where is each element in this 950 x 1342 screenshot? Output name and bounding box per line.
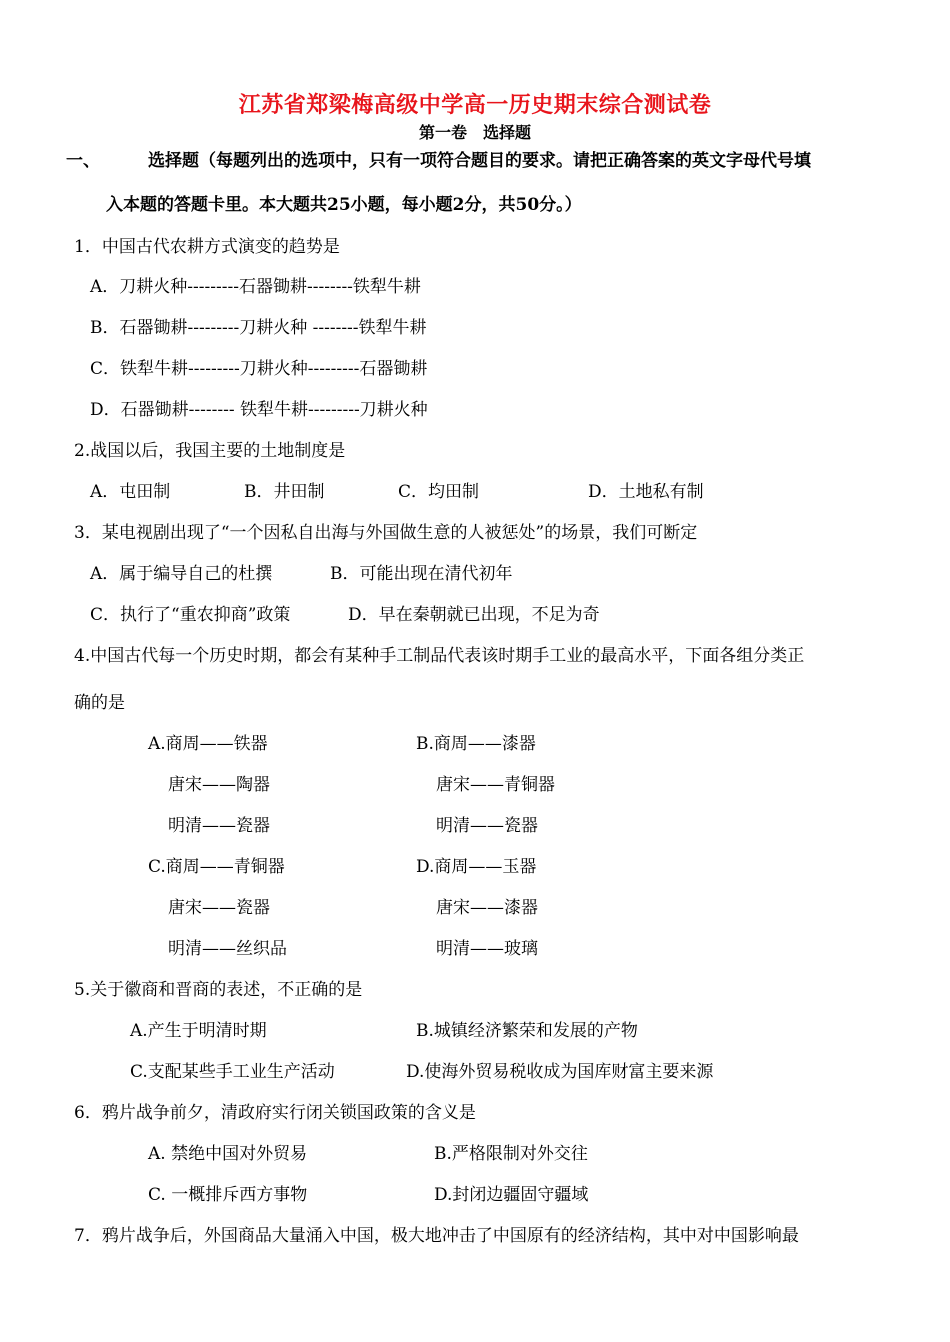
question-6-stem: 6．鸦片战争前夕，清政府实行闭关锁国政策的含义是 bbox=[74, 1103, 476, 1123]
question-4-option-d-line3: 明清——玻璃 bbox=[436, 939, 538, 959]
section-number: 一、 bbox=[66, 151, 100, 171]
question-1-stem: 1．中国古代农耕方式演变的趋势是 bbox=[74, 237, 340, 257]
question-6-option-b: B.严格限制对外交往 bbox=[434, 1144, 588, 1164]
question-4-option-a-line3: 明清——瓷器 bbox=[168, 816, 270, 836]
question-1-option-a: A．刀耕火种---------石器锄耕--------铁犁牛耕 bbox=[90, 277, 421, 297]
question-3-option-b: B．可能出现在清代初年 bbox=[330, 564, 513, 584]
question-2-option-a: A．屯田制 bbox=[90, 482, 171, 502]
question-4-option-b-line2: 唐宋——青铜器 bbox=[436, 775, 555, 795]
question-2-option-d: D．土地私有制 bbox=[588, 482, 704, 502]
question-5-option-d: D.使海外贸易税收成为国库财富主要来源 bbox=[406, 1062, 714, 1082]
question-6-option-a: A. 禁绝中国对外贸易 bbox=[148, 1144, 308, 1164]
question-4-stem-line1: 4.中国古代每一个历史时期，都会有某种手工制品代表该时期手工业的最高水平，下面各组分类正 bbox=[74, 646, 805, 666]
question-3-stem: 3．某电视剧出现了“一个因私自出海与外国做生意的人被惩处”的场景，我们可断定 bbox=[74, 523, 698, 543]
question-2-stem: 2.战国以后，我国主要的土地制度是 bbox=[74, 441, 346, 461]
question-4-option-c-line1: C.商周——青铜器 bbox=[148, 857, 285, 877]
question-4-option-a-line2: 唐宋——陶器 bbox=[168, 775, 270, 795]
question-4-stem-line2: 确的是 bbox=[74, 693, 125, 713]
question-3-option-d: D．早在秦朝就已出现，不足为奇 bbox=[348, 605, 600, 625]
question-5-option-c: C.支配某些手工业生产活动 bbox=[130, 1062, 335, 1082]
question-4-option-c-line3: 明清——丝织品 bbox=[168, 939, 287, 959]
question-6-option-d: D.封闭边疆固守疆域 bbox=[434, 1185, 589, 1205]
part-heading: 第一卷 选择题 bbox=[418, 123, 531, 142]
question-4-option-b-line1: B.商周——漆器 bbox=[416, 734, 536, 754]
question-2-option-c: C．均田制 bbox=[398, 482, 480, 502]
question-3-option-c: C．执行了“重农抑商”政策 bbox=[90, 605, 291, 625]
question-1-option-b: B．石器锄耕---------刀耕火种 --------铁犁牛耕 bbox=[90, 318, 427, 338]
question-1-option-d: D．石器锄耕-------- 铁犁牛耕---------刀耕火种 bbox=[90, 400, 428, 420]
question-2-option-b: B．井田制 bbox=[244, 482, 325, 502]
question-5-stem: 5.关于徽商和晋商的表述，不正确的是 bbox=[74, 980, 363, 1000]
question-6-option-c: C. 一概排斥西方事物 bbox=[148, 1185, 308, 1205]
section-instruction-line2: 入本题的答题卡里。本大题共25小题，每小题2分，共50分。） bbox=[106, 195, 582, 215]
question-5-option-a: A.产生于明清时期 bbox=[130, 1021, 267, 1041]
question-4-option-a-line1: A.商周——铁器 bbox=[148, 734, 268, 754]
question-4-option-b-line3: 明清——瓷器 bbox=[436, 816, 538, 836]
question-5-option-b: B.城镇经济繁荣和发展的产物 bbox=[416, 1021, 638, 1041]
section-instruction-line1: 选择题（每题列出的选项中，只有一项符合题目的要求。请把正确答案的英文字母代号填 bbox=[148, 151, 811, 171]
question-4-option-c-line2: 唐宋——瓷器 bbox=[168, 898, 270, 918]
exam-title: 江苏省郑梁梅高级中学高一历史期末综合测试卷 bbox=[238, 92, 712, 118]
question-4-option-d-line2: 唐宋——漆器 bbox=[436, 898, 538, 918]
question-3-option-a: A．属于编导自己的杜撰 bbox=[90, 564, 273, 584]
question-1-option-c: C．铁犁牛耕---------刀耕火种---------石器锄耕 bbox=[90, 359, 428, 379]
question-4-option-d-line1: D.商周——玉器 bbox=[416, 857, 537, 877]
question-7-stem: 7．鸦片战争后，外国商品大量涌入中国，极大地冲击了中国原有的经济结构，其中对中国影响最 bbox=[74, 1226, 799, 1246]
